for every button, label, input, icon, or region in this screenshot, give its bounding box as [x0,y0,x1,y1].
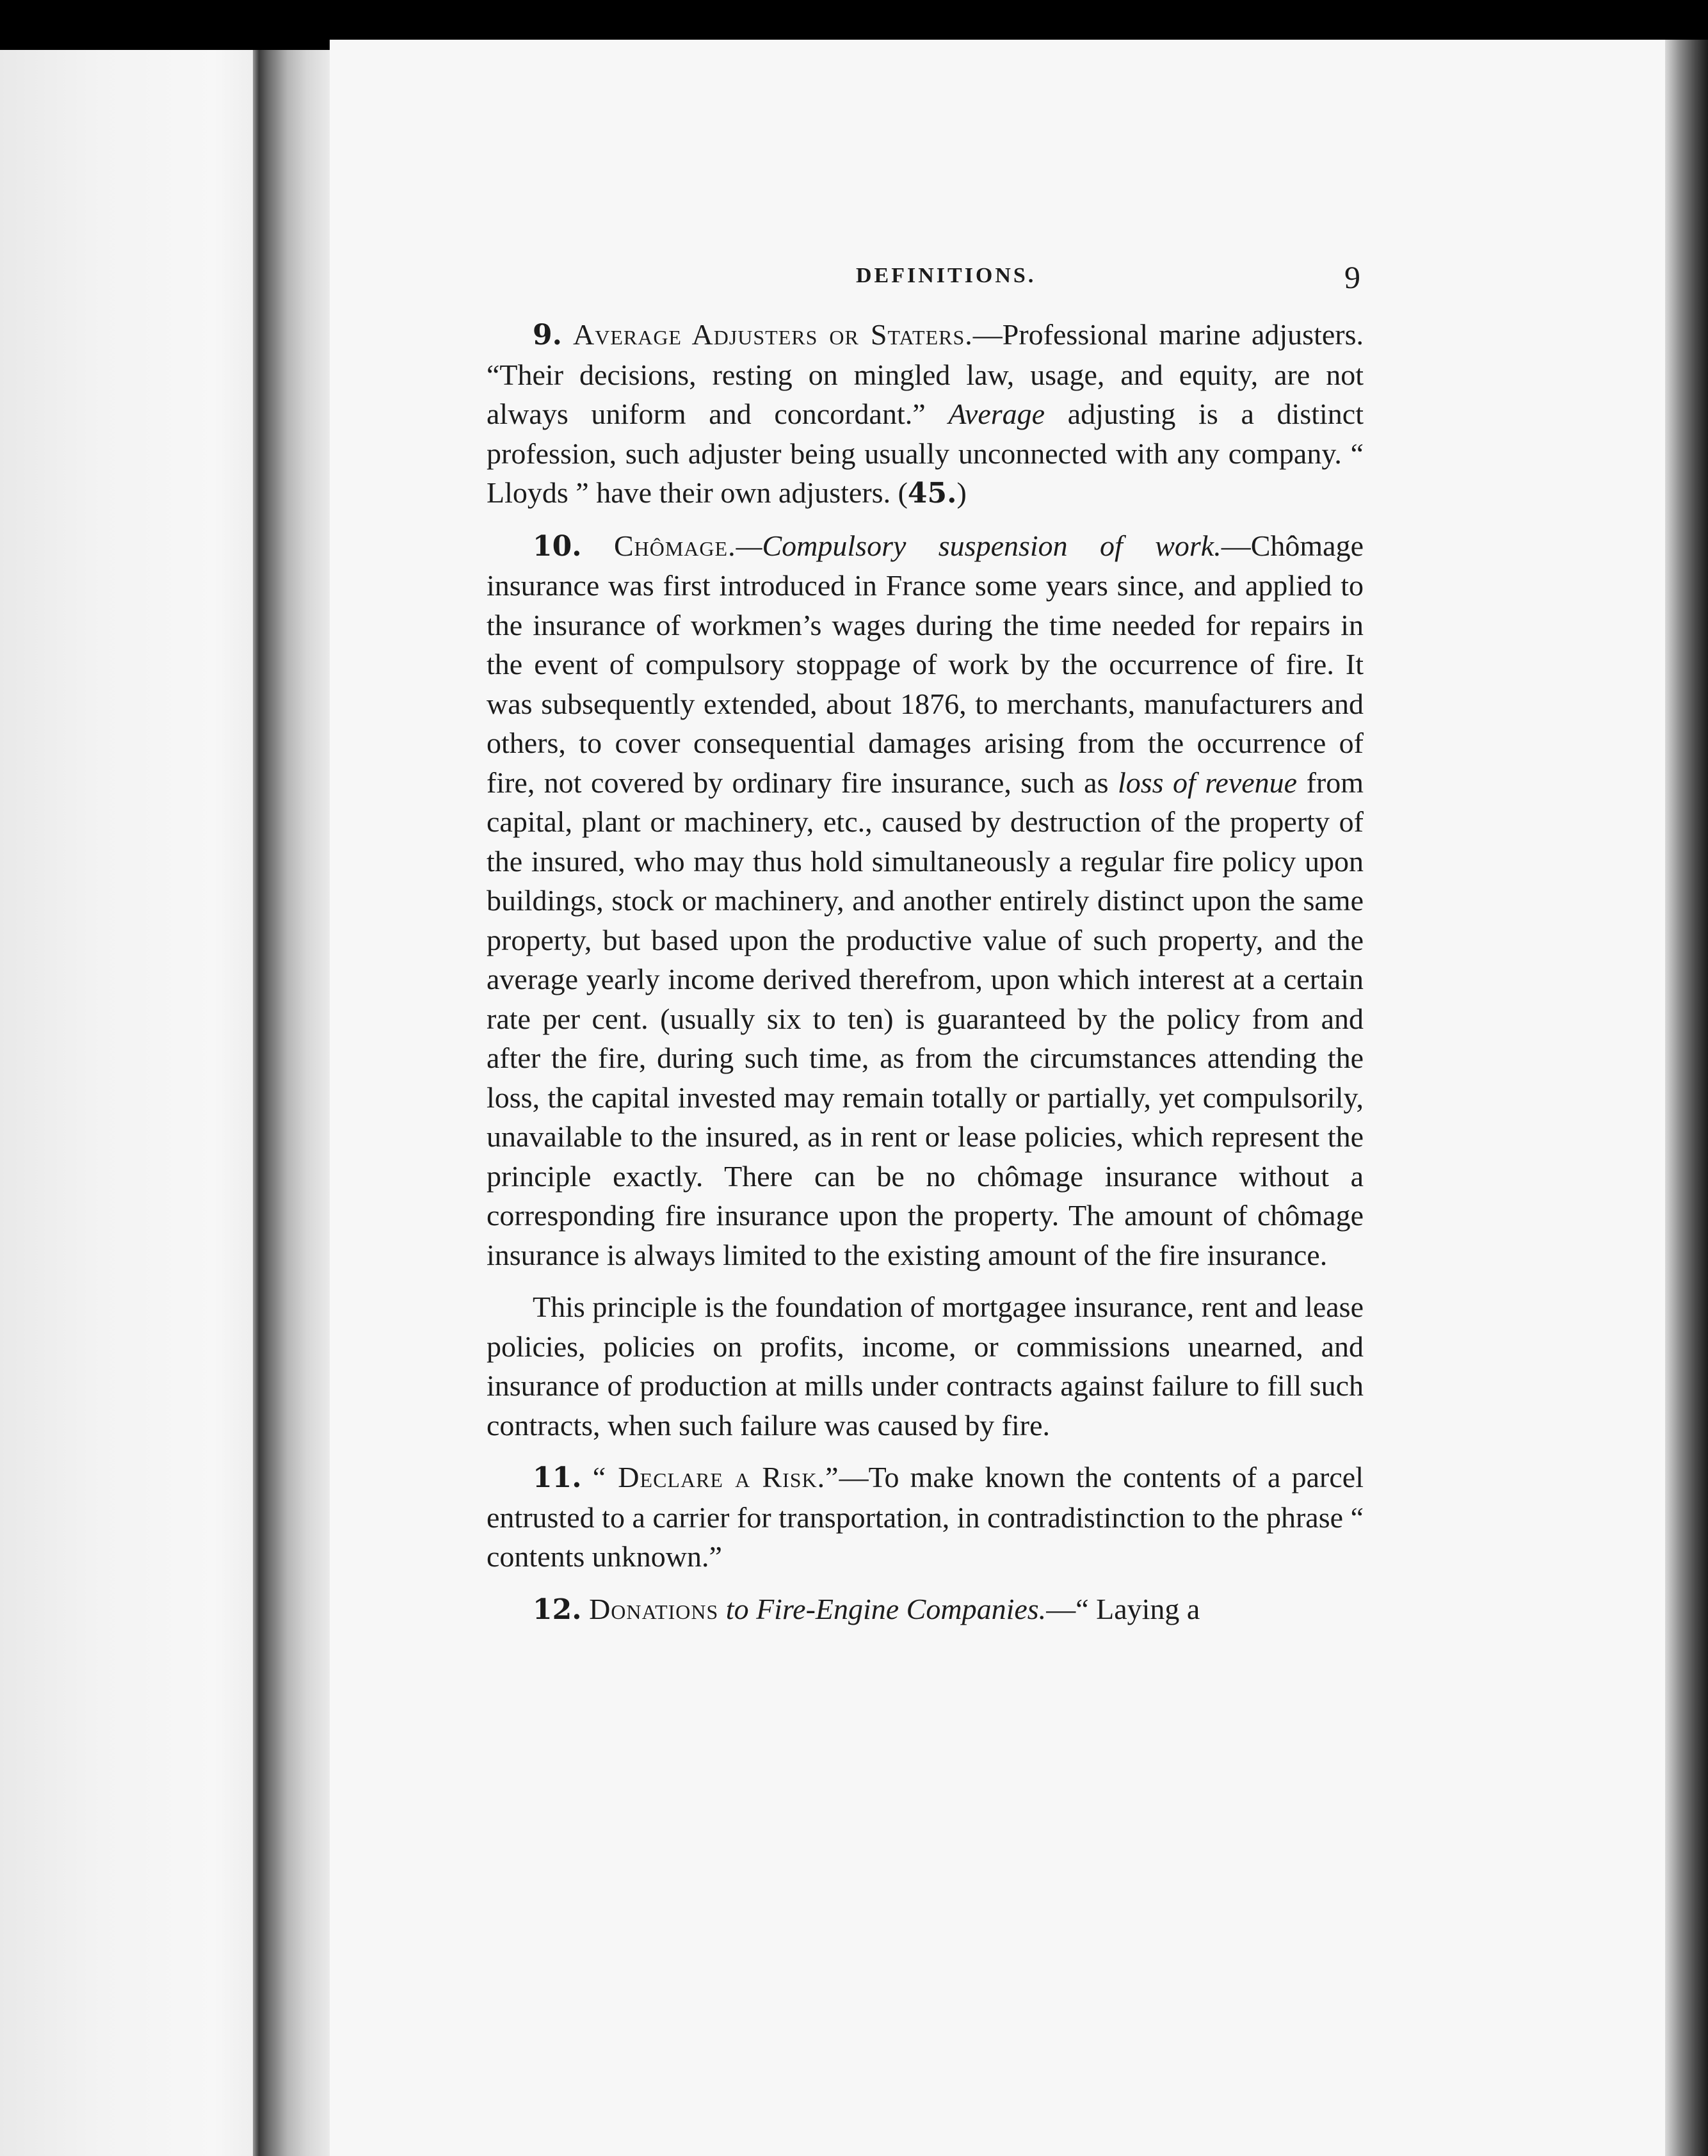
running-head: DEFINITIONS. [856,264,1036,287]
entry-text: —To make known the contents of a parcel entrusted to a carrier for transportation, in contradistinction to the phrase “ contents unknown.” [487,1461,1364,1573]
entry-text: ) [956,476,967,509]
entry-11 [487,1458,1364,1577]
entry-italic: loss of revenue [1117,766,1298,799]
entry-subheading: —Compulsory suspension of work. [736,529,1221,562]
page-edge-shadow [1665,40,1708,2156]
book-gutter [253,50,330,2156]
entry-heading: Donations [589,1592,719,1625]
page-header [330,259,1665,297]
entry-10-paragraph-2 [487,1287,1364,1445]
entry-number: 10. [533,529,582,563]
entry-heading: “ Declare a Risk.” [592,1461,839,1493]
entry-text: This principle is the foundation of mortgagee insurance, rent and lease policies, policies on profits, income, or commissions unearned, and insurance of production at mills under contracts against failure to fill such contracts, when such failure was caused by fire. [487,1291,1364,1442]
entry-9 [487,315,1364,513]
entry-text: —Professional marine adjusters. “Their decisions, resting on mingled law, usage, and equity, are not always uniform and concordant.” [487,318,1364,430]
entry-italic: Average [948,398,1045,430]
entry-number: 12. [533,1593,582,1626]
entry-heading: Chômage. [613,529,736,562]
entry-text: —Chômage insurance was first introduced in France some years since, and applied to the insurance of workmen’s wages during the time needed for repairs in the event of compulsory stoppage of work by the occurrence of fire. It was subsequently extended, about 1876, to merchants, manufacturers and others, to cover consequential damages arising from the occurrence of fire, not covered by ordinary fire insurance, such as [487,529,1364,799]
facing-page-left [0,50,253,2156]
entry-12 [487,1589,1364,1630]
entry-heading: Average Adjusters or Staters. [572,318,973,351]
entry-text: adjusting is a distinct profession, such adjuster being usually unconnected with any company. “ Lloyds ” have their own adjusters. ( [487,398,1364,509]
entry-number: 9. [533,319,562,351]
cross-reference: 45. [907,477,957,510]
entry-text: from capital, plant or machinery, etc., caused by destruction of the property of the insured, who may thus hold simultaneously a regular fire policy upon buildings, stock or machinery, and another entirely distinct upon the same property, but based upon the productive value of such property, and the average yearly income derived therefrom, upon which interest at a certain rate per cent. (usually six to ten) is guaranteed by the policy from and after the fire, during such time, as from the circumstances attending the loss, the capital invested may remain totally or partially, yet compulsorily, unavailable to the insured, as in rent or lease policies, which represent the principle exactly. There can be no chômage insurance without a corresponding fire insurance upon the property. The amount of chômage insurance is always limited to the existing amount of the fire insurance. [487,766,1364,1271]
page-number: 9 [1344,259,1360,295]
entry-text: —“ Laying a [1046,1592,1200,1625]
entry-10 [487,526,1364,1275]
entry-italic: to Fire-Engine Companies. [718,1592,1047,1625]
page-body [487,315,1364,1642]
book-page [330,40,1665,2156]
entry-number: 11. [533,1461,582,1494]
